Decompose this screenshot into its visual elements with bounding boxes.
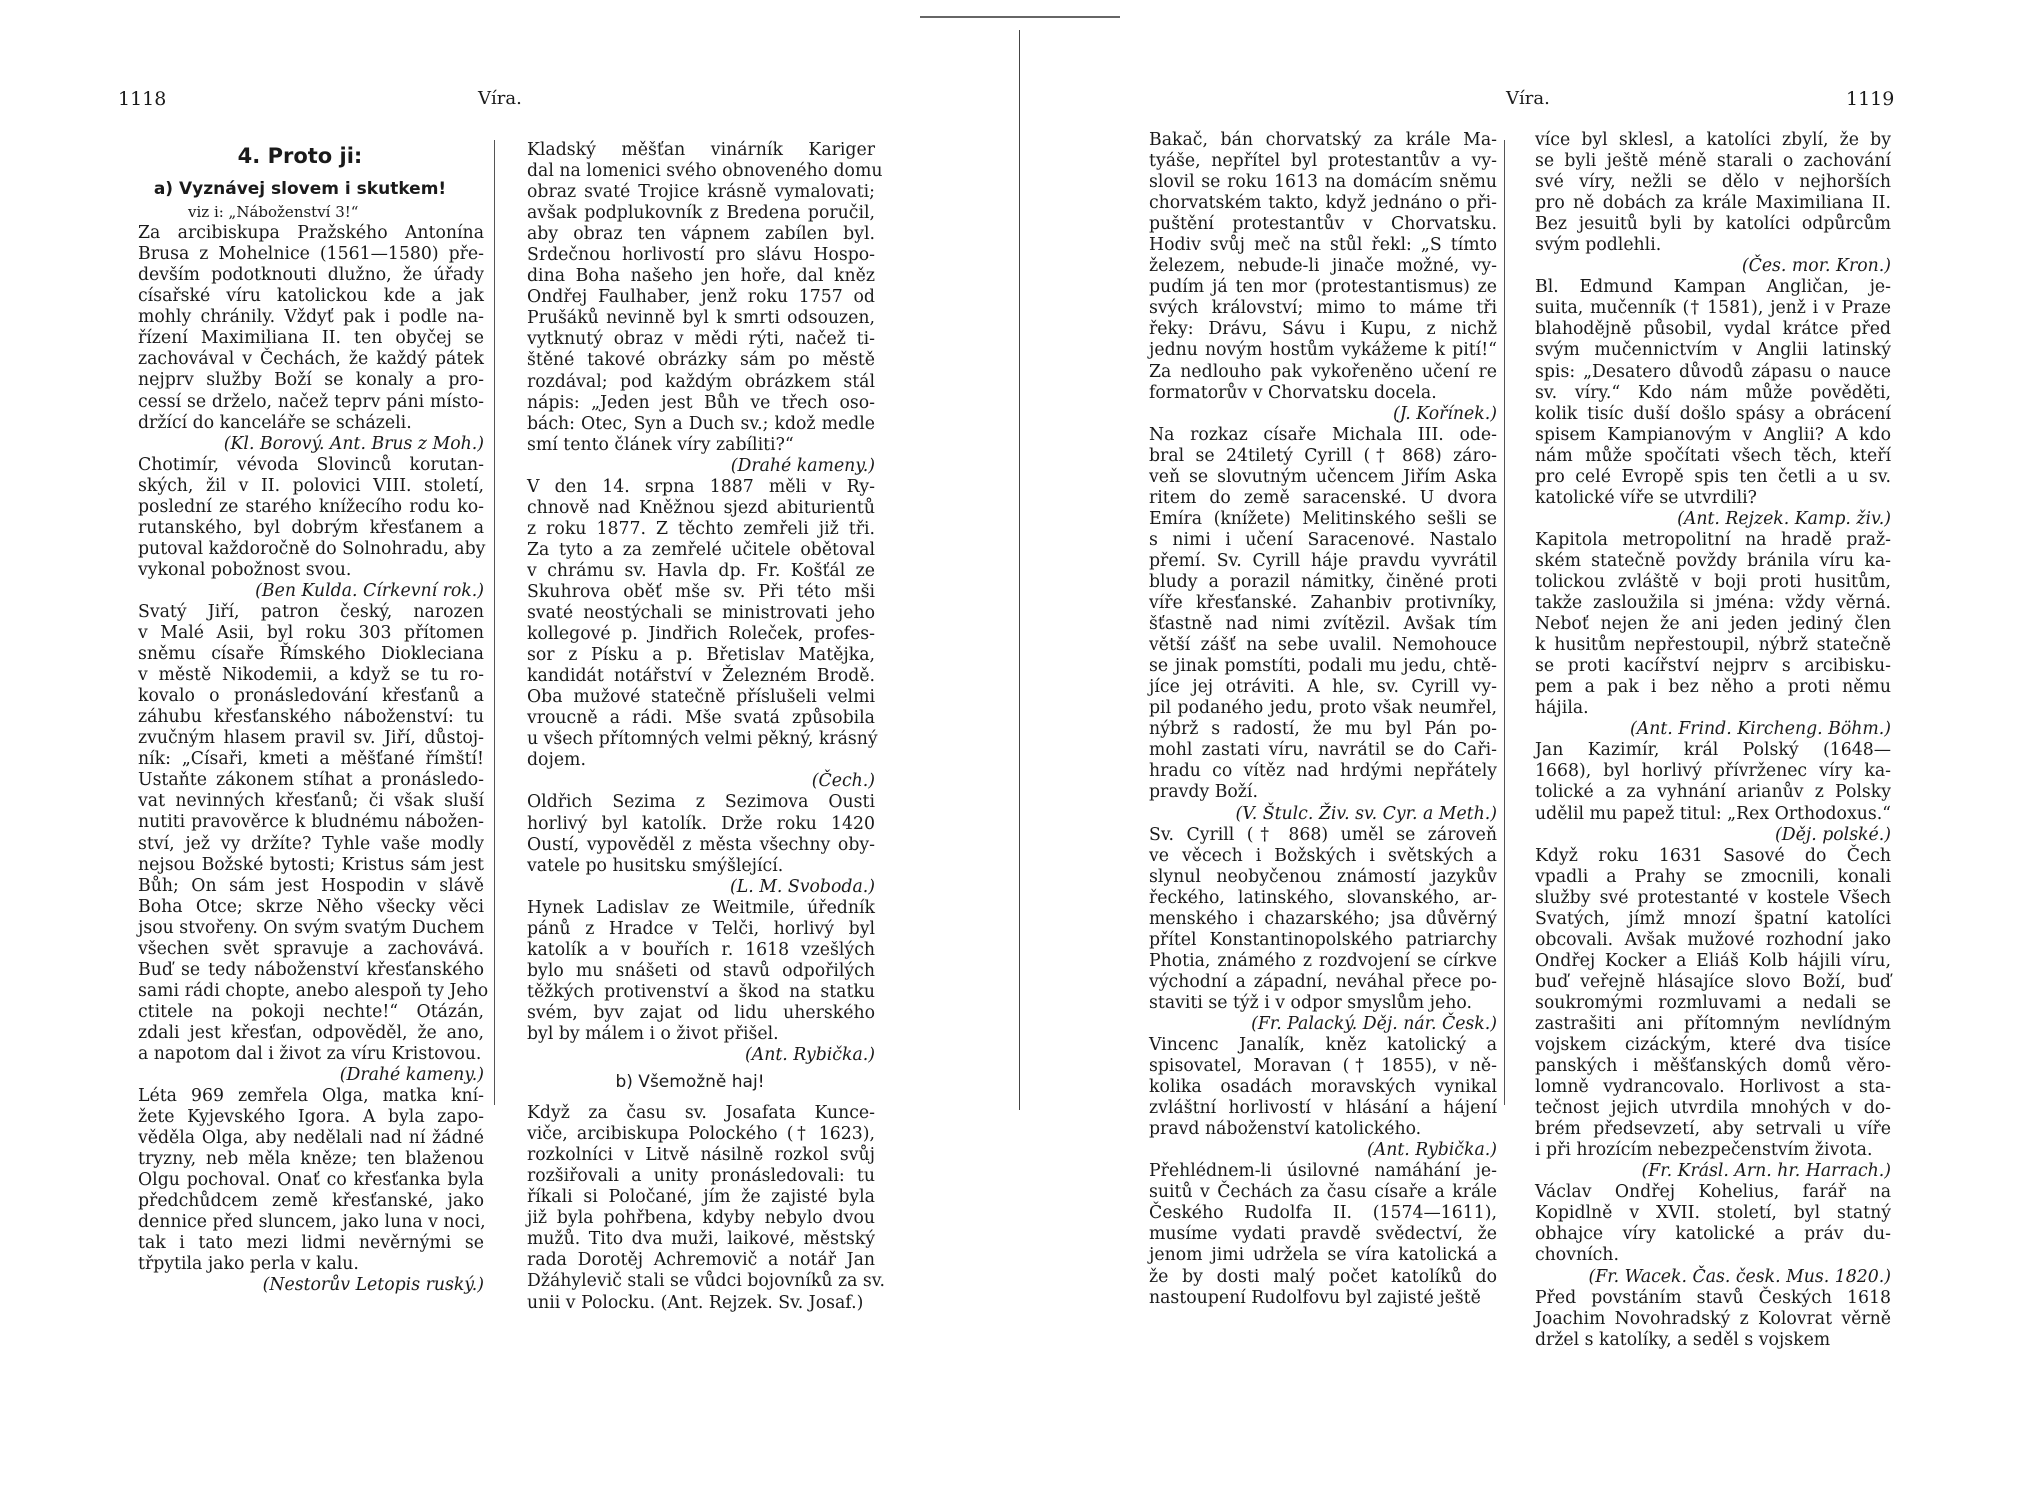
text-line: smí tento článek víry zabíliti?“ [527, 434, 794, 455]
text-line: bludy a porazil námitky, činěné proti [1149, 571, 1497, 592]
page-number: 1118 [118, 88, 167, 110]
text-line: svém, byv zajat od lidu uherského [527, 1002, 875, 1023]
text-line: Když za času sv. Josafata Kunce- [527, 1103, 875, 1124]
text-line: Neboť nejen že ani jeden jediný člen [1535, 614, 1891, 635]
text-line: kollegové p. Jindřich Roleček, profes- [527, 624, 875, 645]
text-line: Ondřej Kocker a Eliáš Kolb hájili víru, [1535, 950, 1891, 971]
paragraphs [1127, 130, 1497, 1309]
text-line: v Malé Asii, byl roku 303 přítomen [138, 623, 484, 644]
text-line: Oba mužové statečně příslušeli velmi [527, 687, 875, 708]
text-line: pil podaného jedu, proto však neumřel, [1149, 698, 1497, 719]
text-line: řeky: Drávu, Sávu i Kupu, z nichž [1149, 319, 1497, 340]
text-line: nápis: „Jeden jest Bůh ve třech oso- [527, 392, 875, 413]
source-citation: (Drahé kameny.) [339, 1065, 484, 1086]
text-line: mohl zastati víru, navrátil se do Caři- [1149, 740, 1497, 761]
text-line: Léta 969 zemřela Olga, matka kní- [138, 1086, 484, 1107]
text-line: svým mučennictvím v Anglii latinský [1535, 340, 1891, 361]
page-number: 1119 [1846, 88, 1895, 110]
source-citation: (Ben Kulda. Církevní rok.) [255, 580, 484, 601]
text-line: dal na lomenici svého obnoveného domu [527, 161, 883, 182]
text-line: Vincenc Janalík, kněz katolický a [1149, 1035, 1497, 1056]
text-line: Chotimír, vévoda Slovinců korutan- [138, 454, 484, 475]
column-rule [1504, 140, 1505, 1105]
paragraph [1513, 1288, 1891, 1351]
text-line: formatorův v Chorvatsku docela. [1149, 382, 1437, 403]
text-line: pem a pak i bez něho a proti němu [1535, 677, 1891, 698]
paragraph [116, 455, 484, 581]
text-line: přemí. Sv. Cyrill háje pravdu vyvrátil [1149, 550, 1497, 571]
text-line: Prušáků nevinně byl k smrti odsouzen, [527, 308, 875, 329]
text-line: zvučným hlasem pravil sv. Jiří, důstoj- [138, 728, 484, 749]
text-line: byl by málem i o život přišel. [527, 1023, 779, 1044]
subheading-b: b) Všemožně haj! [615, 1072, 765, 1093]
text-line: Přehlédnem-li úsilovné namáhání je- [1149, 1161, 1497, 1182]
text-line: mohly chránily. Vždyť pak i podle na- [138, 307, 484, 328]
text-line: štěné takové obrázky sám po městě [527, 350, 875, 371]
text-line: bylo mu snášeti od stavů odpořilých [527, 960, 875, 981]
text-line: Joachim Novohradský z Kolovrat věrně [1535, 1308, 1891, 1329]
text-line: vpadli a Prahy se zmocnili, konali [1535, 866, 1891, 887]
text-line: avšak podplukovník z Bredena poručil, [527, 203, 875, 224]
paragraph [1513, 130, 1891, 256]
text-line: nám může spočítati všech těch, kteří [1535, 445, 1891, 466]
text-line: takže zasloužila si jména: vždy věrná. [1535, 593, 1891, 614]
column-rule [494, 140, 495, 1105]
text-line: suitů v Čechách za času císaře a krále [1149, 1182, 1497, 1203]
text-line: Kapitola metropolitní na hradě praž- [1535, 529, 1891, 550]
text-line: ritem do země saracenské. U dvora [1149, 487, 1497, 508]
text-line: Srdečnou horlivostí pro slávu Hospo- [527, 245, 875, 266]
right-page [1019, 0, 2038, 1501]
text-line: kandidát notářství v Železném Brodě. [527, 666, 875, 687]
text-line: se jinak pomstíti, podali mu jedu, chtě- [1149, 656, 1497, 677]
text-line: Hodiv svůj meč na stůl řekl: „S tímto [1149, 235, 1497, 256]
text-line: císařské víru katolickou kde a jak [138, 286, 484, 307]
text-line: chovních. [1535, 1245, 1619, 1266]
text-line: Ondřej Faulhaber, jenž roku 1757 od [527, 287, 875, 308]
text-line: z roku 1877. Z těchto zemřeli již tři. [527, 518, 875, 539]
text-line: rozšiřovali a unity pronásledovali: tu [527, 1166, 875, 1187]
source-citation: (J. Kořínek.) [1392, 403, 1497, 424]
text-line: dina Boha našeho jen hoře, dal kněz [527, 266, 875, 287]
source-citation: (Nestorův Letopis ruský.) [262, 1275, 484, 1296]
text-line: Skuhrova oběť mše sv. Při této mši [527, 581, 875, 602]
text-line: nejprv služby Boží se konaly a pro- [138, 370, 484, 391]
paragraphs [1513, 130, 1891, 1351]
text-line: sami rádi chopte, anebo alespoň ty Jeho [138, 980, 489, 1001]
text-line: pro celé Evropě spis ten četli a u sv. [1535, 466, 1891, 487]
source-citation: (Ant. Frind. Kircheng. Böhm.) [1629, 719, 1891, 740]
text-line: Džáhylevič stali se vůdci bojovníků za sv. [527, 1271, 885, 1292]
source-citation: (L. M. Svoboda.) [730, 876, 875, 897]
text-line: dojem. [527, 750, 586, 771]
text-line: Oldřich Sezima z Sezimova Ousti [527, 792, 875, 813]
text-line: držel s katolíky, a seděl s vojskem [1535, 1329, 1831, 1350]
paragraph [1513, 846, 1891, 1162]
text-line: se byli ještě méně starali o zachování [1535, 151, 1891, 172]
text-line: udělil mu papež titul: „Rex Orthodoxus.“ [1535, 803, 1892, 824]
text-line: Za tyto a za zemřelé učitele obětoval [527, 539, 875, 560]
text-line: Kladský měšťan vinárník Kariger [527, 140, 875, 160]
text-line: říkali si Poločané, jím že zajisté byla [527, 1187, 875, 1208]
text-line: již byla pohřbena, kdyby nebylo dvou [527, 1208, 875, 1229]
text-line: záhubu křesťanského náboženství: tu [138, 707, 484, 728]
source-citation: (Ant. Rybička.) [744, 1045, 875, 1066]
text-line: lomně vydrancovalo. Horlivost a sta- [1535, 1077, 1891, 1098]
text-line: kolik tisíc duší došlo spásy a obrácení [1535, 403, 1891, 424]
text-line: spisovatel, Moravan († 1855), v ně- [1149, 1056, 1497, 1077]
text-line: chorvatském takto, když jednáno o při- [1149, 193, 1497, 214]
paragraph [1513, 740, 1891, 824]
text-line: pánů z Hradce v Telči, horlivý byl [527, 918, 875, 939]
text-line: u všech přítomných velmi pěkný, krásný [527, 729, 878, 750]
right-column-2 [1513, 130, 1891, 1351]
text-line: sněmu císaře Římského Diokleciana [138, 644, 484, 665]
paragraph [1127, 825, 1497, 1014]
text-line: bral se 24tiletý Cyrill († 868) záro- [1149, 445, 1497, 466]
text-line: mužů. Tito dva muži, laikové, městský [527, 1229, 875, 1250]
text-line: Za arcibiskupa Pražského Antonína [138, 223, 484, 244]
left-column-2 [505, 140, 885, 1314]
text-line: své víry, nežli se dělo v nejhorších [1535, 172, 1891, 193]
text-line: tolickou zvláště v boji proti husitům, [1535, 571, 1891, 592]
paragraph [116, 223, 484, 433]
text-line: těžkých protivenství a škod na statku [527, 981, 875, 1002]
text-line: Václav Ondřej Kohelius, farář na [1535, 1182, 1891, 1203]
text-line: Kopidlně v XVII. století, byl statný [1535, 1203, 1891, 1224]
paragraph [116, 1086, 484, 1275]
paragraph [1127, 1161, 1497, 1308]
text-line: i při hrozícím nebezpečenstvím života. [1535, 1140, 1873, 1161]
text-line: pravdy Boží. [1149, 782, 1258, 803]
text-line: Photia, známého z rozdvojení se církve [1149, 950, 1497, 971]
text-line: dennice před sluncem, jako luna v noci, [138, 1212, 486, 1233]
text-line: nutiti pravověrce k bludnému nábožen- [138, 812, 484, 833]
text-line: tečnost jejich utvrdila mnohých v do- [1535, 1098, 1891, 1119]
text-line: 1668), byl horlivý přívrženec víry ka- [1535, 761, 1891, 782]
text-line: ském statečně povždy bránila víru ka- [1535, 550, 1891, 571]
paragraph [505, 898, 875, 1045]
text-line: Bakač, bán chorvatský za krále Ma- [1149, 130, 1497, 150]
text-line: zastrašiti ani přítomným nevlídným [1535, 1013, 1891, 1034]
text-line: suita, mučenník († 1581), jenž i v Praze [1535, 298, 1891, 319]
text-line: Za nedlouho pak vykořeněno učení re [1149, 361, 1497, 382]
cross-reference: viz i: „Náboženství 3!“ [188, 203, 359, 222]
text-line: hradu co vítěz nad hrdými nepřátely [1149, 761, 1497, 782]
text-line: Bez jesuitů byli by katolíci odpůrcům [1535, 214, 1891, 235]
text-line: nýbrž s radostí, že mu byl Pán po- [1149, 719, 1497, 740]
text-line: zvláštní horlivostí v hlásání a hájení [1149, 1098, 1497, 1119]
text-line: a napotom dal i život za víru Kristovou. [138, 1043, 482, 1064]
text-line: devším podotknouti dlužno, že úřady [138, 265, 484, 286]
text-line: větší zášť na sebe uvalil. Nemohouce [1149, 635, 1497, 656]
paragraph [1127, 1035, 1497, 1140]
source-citation: (Ant. Rybička.) [1366, 1140, 1497, 1161]
paragraphs [505, 140, 885, 1314]
text-line: všechen svět spravuje a zachovává. [138, 938, 484, 959]
text-line: pudím já ten mor (protestantismus) ze [1149, 277, 1497, 298]
text-line: kovalo o pronásledování křesťanů a [138, 686, 484, 707]
text-line: obcovali. Avšak mužové rozhodní jako [1535, 929, 1891, 950]
text-line: staviti se týž i v odpor smyslům jeho. [1149, 992, 1472, 1013]
section-heading: 4. Proto ji: [237, 144, 363, 168]
text-line: vytknutý obraz v mědi rýti, načež ti- [527, 329, 875, 350]
text-line: rozdával; pod každým obrázkem stál [527, 371, 875, 392]
text-line: tak i tato mezi lidmi nevěrnými se [138, 1233, 484, 1254]
paragraph [1513, 530, 1891, 719]
text-line: Bl. Edmund Kampan Angličan, je- [1535, 277, 1891, 298]
paragraph [1513, 1182, 1891, 1266]
text-line: Olgu pochoval. Onať co křesťanka byla [138, 1170, 484, 1191]
text-line: předchůdcem země křesťanské, jako [138, 1191, 484, 1212]
text-line: sor z Písku a p. Břetislav Matějka, [527, 645, 875, 666]
text-line: blahodějně působil, vydal krátce před [1535, 319, 1891, 340]
text-line: veň se slovutným učencem Jiřím Aska [1149, 466, 1497, 487]
text-line: třpytila jako perla v kalu. [138, 1254, 359, 1275]
text-line: Když roku 1631 Sasové do Čech [1535, 845, 1891, 866]
paragraph [505, 476, 878, 772]
text-line: bách: Otec, Syn a Duch sv.; kdož medle [527, 413, 875, 434]
text-line: víře křesťanské. Zahanbiv protivníky, [1149, 593, 1497, 614]
source-citation: (Děj. polské.) [1775, 824, 1891, 845]
text-line: puštění protestantův v Chorvatsku. [1149, 214, 1497, 235]
text-line: soukromými rozmluvami a nedali se [1535, 992, 1891, 1013]
text-line: V den 14. srpna 1887 měli v Ry- [527, 476, 875, 497]
text-line: slovil se roku 1613 na domácím sněmu [1149, 172, 1497, 193]
text-line: cessí se drželo, načež teprv páni místo- [138, 391, 484, 412]
text-line: chnově nad Kněžnou sjezd abiturientů [527, 497, 875, 518]
left-column-1 [116, 140, 489, 1297]
text-line: tryzny, neb měla kněze; ten blaženou [138, 1149, 484, 1170]
text-line: přítel Konstantinopolského patriarchy [1149, 929, 1497, 950]
paragraph [116, 601, 489, 1065]
text-line: rada Dorotěj Achremovič a notář Jan [527, 1250, 875, 1271]
source-citation: (Drahé kameny.) [730, 455, 875, 476]
text-line: aby obraz ten vápnem zabílen byl. [527, 224, 875, 245]
text-line: katolické víře se utvrdili? [1535, 487, 1757, 508]
text-line: věděla Olga, aby nedělali nad ní žádné [138, 1128, 484, 1149]
text-line: vat nevinných křesťanů; či však sluší [138, 791, 484, 812]
text-line: obhajce víry katolické a práv du- [1535, 1224, 1891, 1245]
text-line: Hynek Ladislav ze Weitmile, úředník [527, 897, 875, 918]
text-line: ník: „Císaři, kmeti a měšťané římští! [138, 749, 484, 770]
text-line: buď veřejně hlásajíce slovo Boží, buď [1535, 971, 1891, 992]
text-line: pravd náboženství katolického. [1149, 1119, 1422, 1140]
source-citation: (Fr. Palacký. Děj. nár. Česk.) [1251, 1013, 1497, 1034]
text-line: Brusa z Mohelnice (1561—1580) pře- [138, 244, 484, 265]
text-line: žete Kyjevského Igora. A byla zapo- [138, 1107, 484, 1128]
text-line: že by dosti malý počet katolíků do [1149, 1266, 1497, 1287]
text-line: ských, žil v II. polovici VIII. století, [138, 475, 484, 496]
text-line: v městě Nikodemii, a když se tu ro- [138, 665, 484, 686]
text-line: slynul neobyčenou známostí jazykův [1149, 866, 1497, 887]
text-line: více byl sklesl, a katolíci zbylí, že by [1535, 130, 1891, 150]
source-citation: (Fr. Wacek. Čas. česk. Mus. 1820.) [1588, 1266, 1891, 1287]
text-line: jsou stvořeny. On svým svatým Duchem [138, 917, 485, 938]
paragraph [505, 1103, 885, 1313]
text-line: svaté neostýchali se ministrovati jeho [527, 603, 875, 624]
text-line: Oustí, vypověděl z města všechny oby- [527, 834, 875, 855]
text-line: Buď se tedy náboženství křesťanského [138, 959, 484, 980]
text-line: zdali jest křesťan, odpověděl, že ano, [138, 1022, 484, 1043]
text-line: tyáše, nepřítel byl protestantův a vy- [1149, 151, 1497, 172]
text-line: Bůh; On sám jest Hospodin v slávě [138, 875, 484, 896]
text-line: vatele po husitsku smýšlející. [527, 855, 784, 876]
text-line: vroucně a rádi. Mše svatá způsobila [527, 708, 875, 729]
text-line: pro ně dobách za krále Maximiliana II. [1535, 193, 1891, 214]
text-line: svým podlehli. [1535, 235, 1662, 256]
text-line: panských i měšťanských domů věro- [1535, 1056, 1891, 1077]
paragraph [505, 792, 875, 876]
running-head: Víra. [1506, 88, 1550, 109]
text-line: nejsou Božské bytosti; Kristus sám jest [138, 854, 484, 875]
text-line: Ustaňte zákonem stíhat a pronásledo- [138, 770, 484, 791]
paragraph [1127, 425, 1497, 804]
text-line: Jan Kazimír, král Polský (1648— [1535, 740, 1891, 761]
text-line: Před povstáním stavů Českých 1618 [1535, 1287, 1891, 1308]
text-line: sv. víry.“ Kdo nám může pověděti, [1535, 382, 1891, 403]
paragraph [1127, 130, 1497, 404]
text-line: ve věcech i Božských i světských a [1149, 845, 1497, 866]
subheading-a: a) Vyznávej slovem i skutkem! [153, 179, 447, 200]
text-line: železem, nebude-li jinače možné, vy- [1149, 256, 1497, 277]
text-line: rozkolníci v Litvě násilně rozkol svůj [527, 1145, 875, 1166]
text-line: jednu novým hostům vykážeme k pití!“ [1149, 340, 1497, 361]
text-line: k husitům nepřestoupil, nýbrž statečně [1535, 635, 1891, 656]
right-column-1 [1127, 130, 1497, 1309]
paragraph [505, 140, 883, 456]
text-line: musíme vydati pravdě svědectví, že [1149, 1224, 1497, 1245]
text-line: Na rozkaz císaře Michala III. ode- [1149, 424, 1497, 445]
text-line: Sv. Cyrill († 868) uměl se zároveň [1149, 824, 1497, 845]
text-line: zachovával v Čechách, že každý pátek [138, 349, 484, 370]
text-line: východní a západní, neváhal přece po- [1149, 971, 1497, 992]
text-line: svých království; mimo to máme tři [1149, 298, 1497, 319]
text-line: jíce jej otráviti. A hle, sv. Cyrill vy- [1149, 677, 1497, 698]
source-citation: (Ant. Rejzek. Kamp. živ.) [1677, 508, 1891, 529]
text-line: Boha Otce; skrze Něho všecky věci [138, 896, 484, 917]
text-line: ství, jež vy držíte? Tyhle vaše modly [138, 833, 484, 854]
source-citation: (Fr. Krásl. Arn. hr. Harrach.) [1641, 1161, 1891, 1182]
text-line: v chrámu sv. Havla dp. Fr. Košťál ze [527, 560, 875, 581]
text-line: hájila. [1535, 698, 1589, 719]
text-line: spisem Kampianovým v Anglii? A kdo [1535, 424, 1891, 445]
text-line: putoval každoročně do Solnohradu, aby [138, 538, 486, 559]
source-citation: (Kl. Borový. Ant. Brus z Moh.) [223, 433, 484, 454]
text-line: s nimi i učení Saracenové. Nastalo [1149, 529, 1497, 550]
text-line: kolika osadách moravských vynikal [1149, 1077, 1497, 1098]
text-line: brém předsevzetí, aby setrvali u víře [1535, 1119, 1891, 1140]
text-line: Svatých, jímž mnozí špatní katolíci [1535, 908, 1891, 929]
text-line: šťastně nad nimi zvítězil. Avšak tím [1149, 614, 1497, 635]
text-line: nastoupení Rudolfovu byl zajisté ještě [1149, 1287, 1481, 1308]
text-line: viče, arcibiskupa Polockého († 1623), [527, 1124, 875, 1145]
text-line: Svatý Jiří, patron český, narozen [138, 601, 484, 622]
paragraphs [116, 223, 489, 1296]
text-line: katolík a v bouřích r. 1618 vzešlých [527, 939, 875, 960]
text-line: horlivý byl katolík. Drže roku 1420 [527, 813, 875, 834]
source-citation: (Čech.) [811, 771, 875, 792]
text-line: se proti kacířství nejprv s arcibisku- [1535, 656, 1891, 677]
text-line: řízení Maximiliana II. ten obyčej se [138, 328, 484, 349]
text-line: spis: „Desatero důvodů zápasu o nauce [1535, 361, 1891, 382]
text-line: držící do kanceláře se scházeli. [138, 412, 412, 433]
text-line: ctitele na pokoji nechte!“ Otázán, [138, 1001, 484, 1022]
running-head: Víra. [478, 88, 522, 109]
text-line: unii v Polocku. (Ant. Rejzek. Sv. Josaf.) [527, 1292, 864, 1313]
text-line: Českého Rudolfa II. (1574—1611), [1149, 1203, 1497, 1224]
text-line: řeckého, latinského, slovanského, ar- [1149, 887, 1497, 908]
text-line: obraz svaté Trojice krásně vymalovati; [527, 182, 875, 203]
text-line: jenom jimi udržela se víra katolická a [1149, 1245, 1497, 1266]
text-line: služby své protestanté v kostele Všech [1535, 887, 1891, 908]
source-citation: (V. Štulc. Živ. sv. Cyr. a Meth.) [1235, 803, 1497, 824]
source-citation: (Čes. mor. Kron.) [1741, 256, 1891, 277]
text-line: vykonal pobožnost svou. [138, 559, 352, 580]
text-line: rutanského, byl dobrým křesťanem a [138, 517, 484, 538]
text-line: menského i chazarského; jsa důvěrný [1149, 908, 1497, 929]
text-line: poslední ze starého knížecího rodu ko- [138, 496, 484, 517]
paragraph [1513, 277, 1891, 509]
text-line: vojskem cizáckým, které dva tisíce [1535, 1035, 1891, 1056]
text-line: Emíra (knížete) Melitinského sešli se [1149, 508, 1497, 529]
text-line: tolické a za vyhnání arianův z Polsky [1535, 782, 1891, 803]
